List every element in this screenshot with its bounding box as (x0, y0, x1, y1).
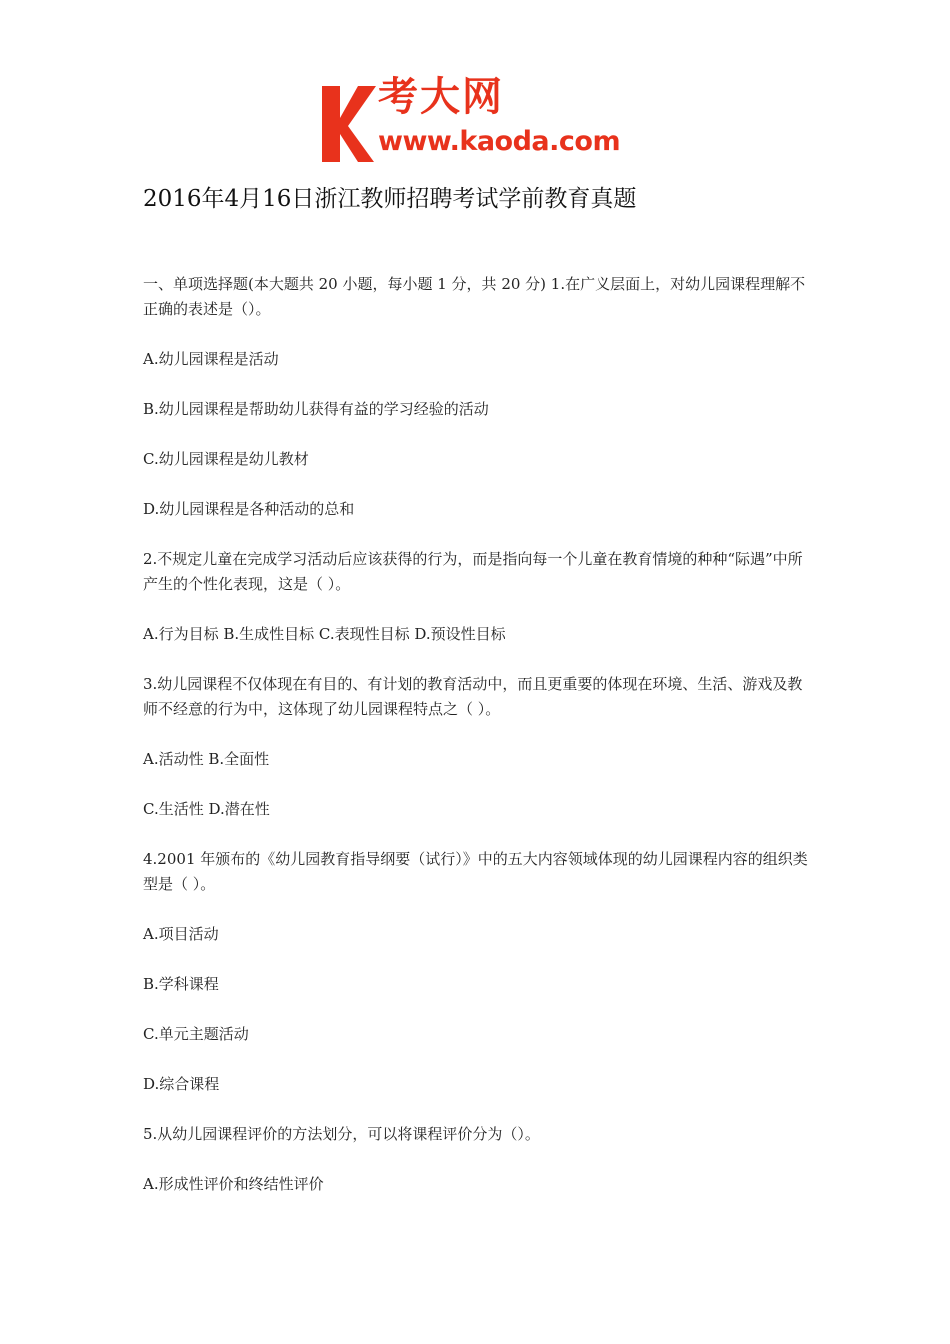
paragraph: A.活动性 B.全面性 (143, 750, 270, 768)
kaoda-logo (318, 72, 648, 172)
paragraph: C.幼儿园课程是幼儿教材 (143, 450, 309, 468)
paragraph: B.学科课程 (143, 975, 219, 993)
paragraph: 3.幼儿园课程不仅体现在有目的、有计划的教育活动中，而且更重要的体现在环境、生活、游戏及教师不经意的行为中，这体现了幼儿园课程特点之（ ）。 (143, 675, 803, 718)
logo-url-text: www.kaoda.com (378, 126, 621, 157)
paragraph: D.幼儿园课程是各种活动的总和 (143, 500, 355, 518)
paragraph: C.单元主题活动 (143, 1025, 249, 1043)
paragraph: A.幼儿园课程是活动 (143, 350, 279, 368)
paragraph: 4.2001 年颁布的《幼儿园教育指导纲要（试行）》中的五大内容领域体现的幼儿园课程内容的组织类型是（ ）。 (143, 850, 808, 893)
paragraph: 5.从幼儿园课程评价的方法划分，可以将课程评价分为（）。 (143, 1125, 540, 1143)
paragraph: 2.不规定儿童在完成学习活动后应该获得的行为，而是指向每一个儿童在教育情境的种种“际遇”中所产生的个性化表现，这是（ ）。 (143, 550, 803, 593)
paragraph: C.生活性 D.潜在性 (143, 800, 270, 818)
paragraph: A.行为目标 B.生成性目标 C.表现性目标 D.预设性目标 (143, 625, 506, 643)
paragraph: A.形成性评价和终结性评价 (143, 1175, 324, 1193)
k-logo-icon (318, 82, 378, 164)
paragraph: A.项目活动 (143, 925, 219, 943)
paragraph: B.幼儿园课程是帮助幼儿获得有益的学习经验的活动 (143, 400, 489, 418)
document-body (143, 272, 811, 1222)
document-title: 2016年4月16日浙江教师招聘考试学前教育真题 (143, 186, 637, 212)
logo-brand-text: 考大网 (378, 74, 504, 120)
paragraph: D.综合课程 (143, 1075, 220, 1093)
paragraph: 一、单项选择题(本大题共 20 小题，每小题 1 分，共 20 分) 1.在广义层面上，对幼儿园课程理解不正确的表述是（）。 (143, 275, 806, 318)
